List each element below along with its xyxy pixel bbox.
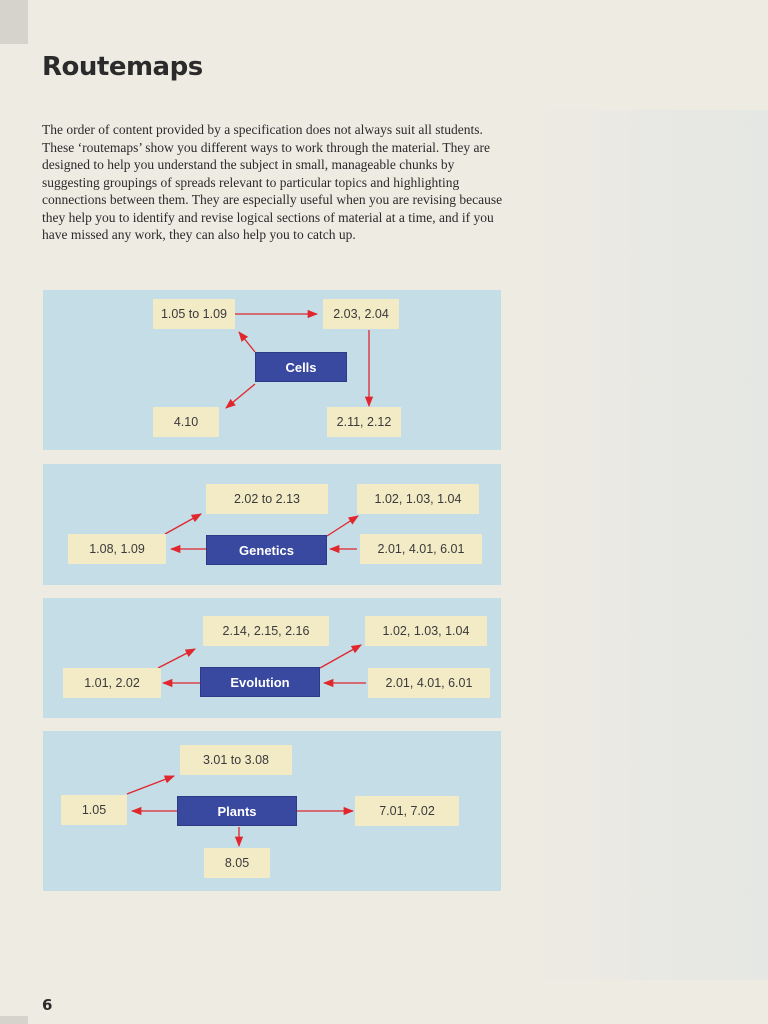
routemap-evolution: [43, 598, 501, 718]
plants-top-label: 3.01 to 3.08: [180, 745, 292, 775]
arrow-left-to-topmid: [165, 514, 201, 534]
genetics-hub: Genetics: [206, 535, 327, 565]
plants-left-label: 1.05: [61, 795, 127, 825]
intro-paragraph: The order of content provided by a specification does not always suit all students. These ‘routemaps’ show you different ways to work through the material. They are designed to help you understand the subject in small, manageable chunks by suggesting groupings of spreads relevant to particular topics and highlighting connections between them. They are especially useful when you are revising because they help you to identify and revise logical sections of material at a time, and if you have missed any work, they can also help you to catch up.: [42, 122, 503, 242]
cells-top-right-label: 2.03, 2.04: [323, 299, 399, 329]
evolution-left-label: 1.01, 2.02: [63, 668, 161, 698]
cells-top-left-label: 1.05 to 1.09: [153, 299, 235, 329]
cells-bottom-left-label: 4.10: [153, 407, 219, 437]
genetics-top-mid-label: 2.02 to 2.13: [206, 484, 328, 514]
facing-page-shadow: [528, 110, 768, 980]
arrow-hub-to-bottomleft: [226, 384, 255, 408]
evolution-top-mid-label: 2.14, 2.15, 2.16: [203, 616, 329, 646]
genetics-right-label: 2.01, 4.01, 6.01: [360, 534, 482, 564]
genetics-top-right-label: 1.02, 1.03, 1.04: [357, 484, 479, 514]
genetics-left-label: 1.08, 1.09: [68, 534, 166, 564]
page-corner-mark: [0, 1016, 28, 1024]
arrow-hub-to-topright: [320, 645, 361, 668]
arrow-hub-to-topright: [327, 516, 358, 536]
plants-hub: Plants: [177, 796, 297, 826]
routemap-plants: [43, 731, 501, 891]
arrow-hub-to-topleft: [239, 332, 255, 352]
routemap-genetics: [43, 464, 501, 585]
evolution-hub: Evolution: [200, 667, 320, 697]
cells-bottom-right-label: 2.11, 2.12: [327, 407, 401, 437]
plants-bottom-label: 8.05: [204, 848, 270, 878]
arrow-left-to-topmid: [158, 649, 195, 668]
genetics-arrows: [43, 464, 501, 585]
page-title: Routemaps: [42, 52, 203, 82]
cells-hub: Cells: [255, 352, 347, 382]
page-number: 6: [42, 996, 53, 1014]
plants-right-label: 7.01, 7.02: [355, 796, 459, 826]
evolution-top-right-label: 1.02, 1.03, 1.04: [365, 616, 487, 646]
evolution-right-label: 2.01, 4.01, 6.01: [368, 668, 490, 698]
arrow-left-to-top: [127, 776, 174, 794]
routemap-cells: [43, 290, 501, 450]
page-corner-tab: [0, 0, 28, 44]
